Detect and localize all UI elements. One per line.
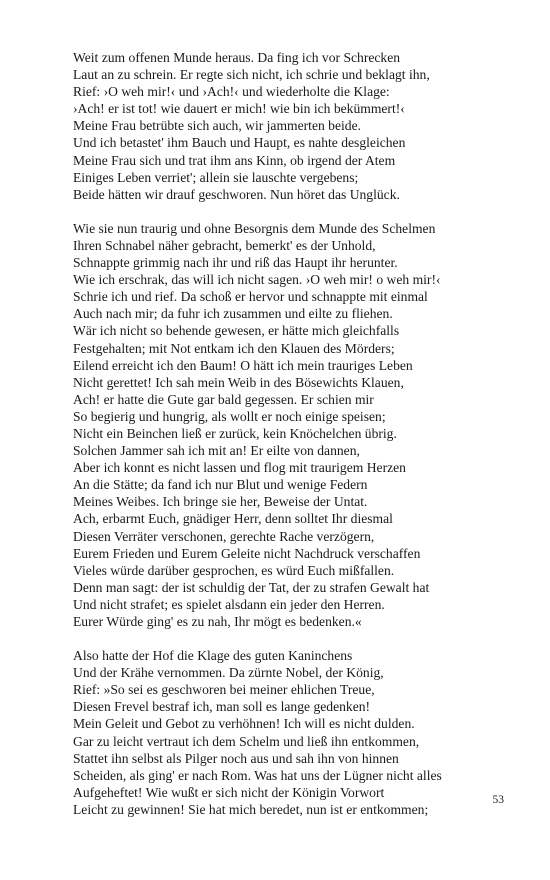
verse-line: Eurer Würde ging' es zu nah, Ihr mögt es bedenken.« [73,614,362,629]
verse-line: Und nicht strafet; es spielet alsdann ein jeder den Herren. [73,596,385,612]
verse-line: Denn man sagt: der ist schuldig der Tat, der zu strafen Gewalt hat [73,579,430,595]
verse-line: Nicht gerettet! Ich sah mein Weib in des Bösewichts Klauen, [73,374,404,390]
verse-line: Auch nach mir; da fuhr ich zusammen und eilte zu fliehen. [73,306,393,322]
verse-line: Und der Krähe vernommen. Da zürnte Nobel, der König, [73,665,384,681]
verse-line: Ihren Schnabel näher gebracht, bemerkt' es der Unhold, [73,237,376,253]
verse-line: Mein Geleit und Gebot zu verhöhnen! Ich will es nicht dulden. [73,716,415,732]
verse-line: Wie sie nun traurig und ohne Besorgnis dem Munde des Schelmen [73,220,436,236]
verse-line: Eilend erreicht ich den Baum! O hätt ich mein trauriges Leben [73,357,413,373]
verse-line: Gar zu leicht vertraut ich dem Schelm und ließ ihn entkommen, [73,733,420,749]
verse-line: So begierig und hungrig, als wollt er noch einige speisen; [73,408,386,424]
verse-line: Meine Frau betrübte sich auch, wir jammerten beide. [73,118,362,134]
verse-line: Diesen Verräter verschonen, gerechte Rache verzögern, [73,528,375,544]
verse-line: Solchen Jammer sah ich mit an! Er eilte von dannen, [73,443,360,459]
verse-line: An die Stätte; da fand ich nur Blut und wenige Federn [73,477,368,493]
verse-line: Meine Frau sich und trat ihm ans Kinn, ob irgend der Atem [73,152,396,168]
verse-line: Wie ich erschrak, das will ich nicht sagen. ›O weh mir! o weh mir!‹ [73,272,441,288]
verse-line: Vieles würde darüber gesprochen, es würd Euch mißfallen. [73,562,395,578]
verse-line: ›Ach! er ist tot! wie dauert er mich! wie bin ich bekümmert!‹ [73,101,405,117]
verse-line: Aufgeheftet! Wie wußt er sich nicht der Königin Vorwort [73,784,385,800]
page-number: 53 [492,794,504,806]
stanza-1 [73,49,513,203]
stanza-2 [73,220,513,630]
verse-line: Laut an zu schrein. Er regte sich nicht, ich schrie und beklagt ihn, [73,67,430,83]
verse-line: Schrie ich und rief. Da schoß er hervor und schnappte mit einmal [73,289,428,305]
verse-line: Schnappte grimmig nach ihr und riß das Haupt ihr herunter. [73,255,398,271]
verse-line: Nicht ein Beinchen ließ er zurück, kein Knöchelchen übrig. [73,425,397,441]
verse-line: Leicht zu gewinnen! Sie hat mich beredet, nun ist er entkommen; [73,801,429,817]
verse-line: Und ich betastet' ihm Bauch und Haupt, es nahte desgleichen [73,135,406,151]
verse-text [73,49,513,835]
verse-line: Ach, erbarmt Euch, gnädiger Herr, denn solltet Ihr diesmal [73,511,393,527]
verse-line: Wär ich nicht so behende gewesen, er hätte mich gleichfalls [73,323,400,339]
verse-line: Einiges Leben verriet'; allein sie lauschte vergebens; [73,169,359,185]
verse-line: Ach! er hatte die Gute gar bald gegessen. Er schien mir [73,391,374,407]
verse-line: Stattet ihn selbst als Pilger noch aus und sah ihn von hinnen [73,750,399,766]
verse-line: Diesen Frevel bestraf ich, man soll es lange gedenken! [73,699,371,715]
verse-line: Aber ich konnt es nicht lassen und flog mit traurigem Herzen [73,460,406,476]
verse-line: Rief: »So sei es geschworen bei meiner ehlichen Treue, [73,682,375,698]
verse-line: Scheiden, als ging' er nach Rom. Was hat uns der Lügner nicht alles [73,767,442,783]
verse-line: Weit zum offenen Munde heraus. Da fing ich vor Schrecken [73,50,401,65]
stanza-3 [73,647,513,818]
verse-line: Meines Weibes. Ich bringe sie her, Beweise der Untat. [73,494,368,510]
verse-line: Also hatte der Hof die Klage des guten Kaninchens [73,648,353,664]
verse-line: Festgehalten; mit Not entkam ich den Klauen des Mörders; [73,340,395,356]
verse-line: Eurem Frieden und Eurem Geleite nicht Nachdruck verschaffen [73,545,421,561]
verse-line: Rief: ›O weh mir!‹ und ›Ach!‹ und wiederholte die Klage: [73,84,390,100]
verse-line: Beide hätten wir drauf geschworen. Nun höret das Unglück. [73,186,400,202]
